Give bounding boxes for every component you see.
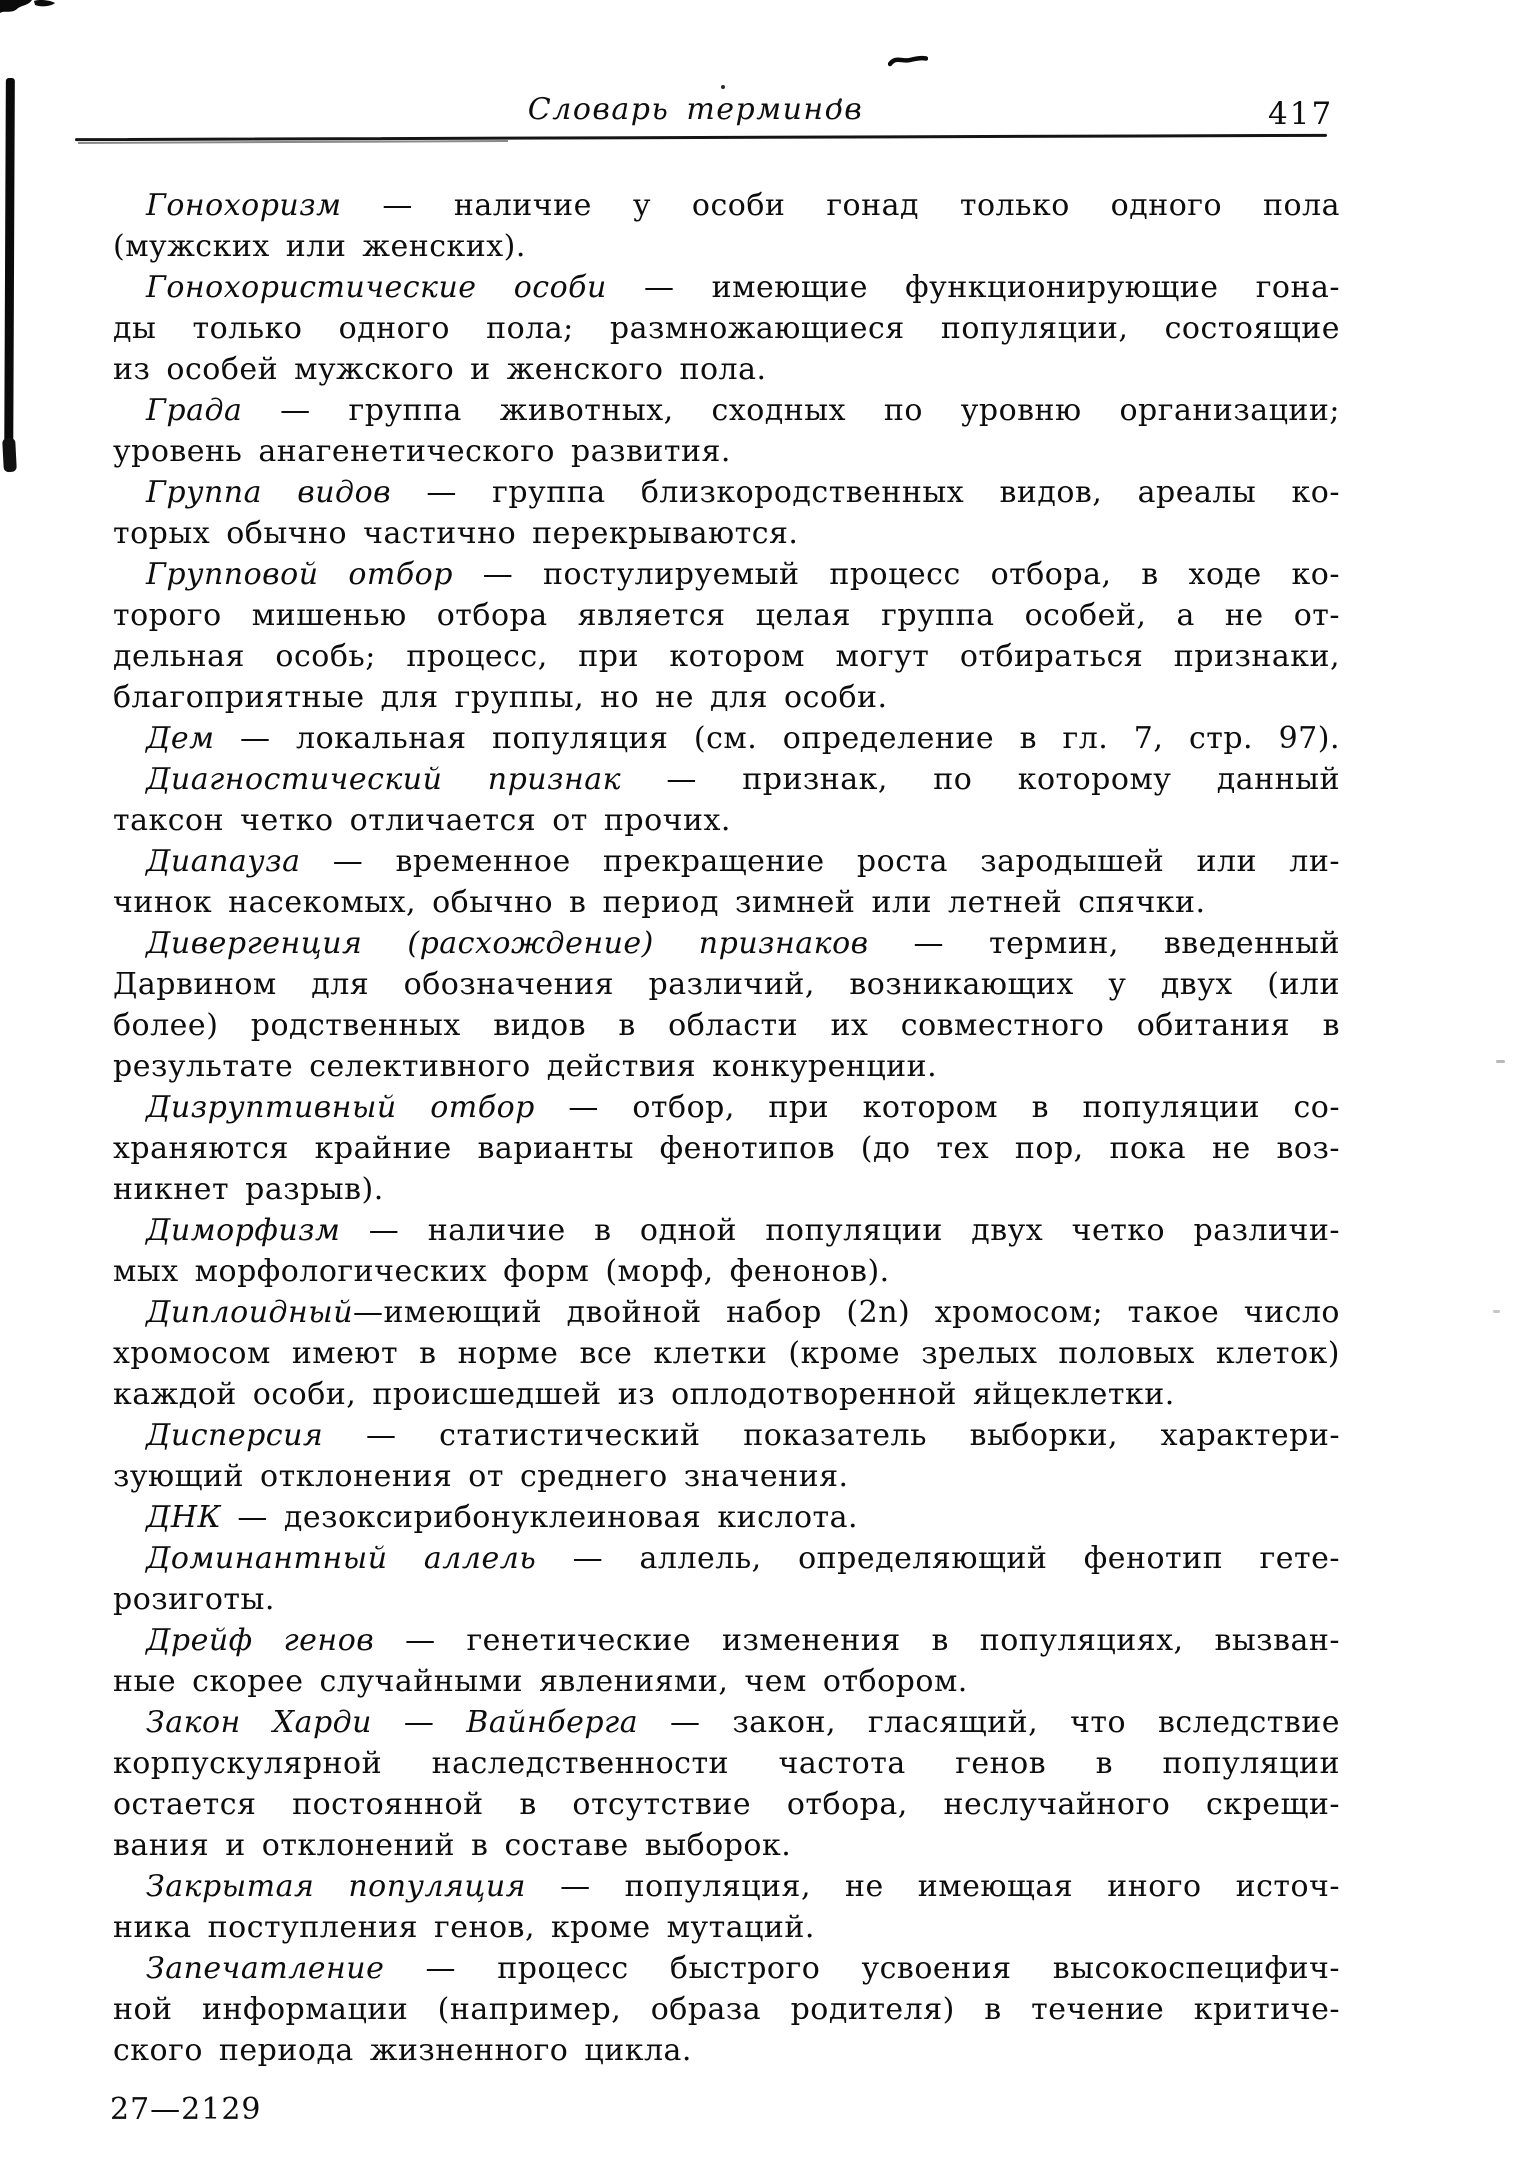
glossary-entry xyxy=(113,759,1340,841)
term: Диморфизм xyxy=(146,1213,341,1248)
glossary-entry xyxy=(113,1210,1340,1292)
term: Группа видов xyxy=(146,475,392,510)
ink-smudge-icon xyxy=(0,0,60,20)
glossary-entry xyxy=(113,718,1340,759)
term: Диапауза xyxy=(146,844,301,879)
text-line: ной информации (например, образа родителя) в течение критиче- xyxy=(113,1992,1340,2027)
text-line: хромосом имеют в норме все клетки (кроме зрелых половых клеток) xyxy=(113,1336,1340,1371)
text-line: более) родственных видов в области их совместного обитания в xyxy=(113,1008,1340,1043)
text-line: розиготы. xyxy=(113,1582,275,1617)
text-line: торых обычно частично перекрываются. xyxy=(113,516,799,551)
term: Дрейф генов xyxy=(146,1623,375,1658)
glossary-entry xyxy=(113,841,1340,923)
stray-dash-icon xyxy=(888,53,928,69)
term: Дисперсия xyxy=(146,1418,324,1453)
text-line: корпускулярной наследственности частота генов в популяции xyxy=(113,1746,1340,1781)
text-line: зующий отклонения от среднего значения. xyxy=(113,1459,849,1494)
term: Диплоидный xyxy=(146,1295,354,1330)
text-line: уровень анагенетического развития. xyxy=(113,434,731,469)
printers-code: 27—2129 xyxy=(110,2092,262,2127)
text-line: храняются крайние варианты фенотипов (до тех пор, пока не воз- xyxy=(113,1131,1340,1166)
text-line: Дивергенция (расхождение) признаков — термин, введенный xyxy=(146,926,1340,961)
term: Диагностический признак xyxy=(146,762,622,797)
glossary-entry xyxy=(113,185,1340,267)
term: Доминантный аллель xyxy=(146,1541,537,1576)
term: Закон Харди — Вайнберга xyxy=(146,1705,639,1740)
edge-speck-icon xyxy=(1496,1060,1505,1063)
term: Запечатление xyxy=(146,1951,385,1986)
text-line: чинок насекомых, обычно в период зимней или летней спячки. xyxy=(113,885,1206,920)
text-line: торого мишенью отбора является целая группа особей, а не от- xyxy=(113,598,1340,633)
text-line: Диапауза — временное прекращение роста зародышей или ли- xyxy=(146,844,1340,879)
header-rule xyxy=(75,134,1327,141)
glossary-entry xyxy=(113,554,1340,718)
text-line: вания и отклонений в составе выборок. xyxy=(113,1828,792,1863)
text-line: Дем — локальная популяция (см. определение в гл. 7, стр. 97). xyxy=(146,721,1340,756)
text-line: Гонохористические особи — имеющие функционирующие гона- xyxy=(146,270,1340,305)
glossary-entry xyxy=(113,390,1340,472)
term: Групповой отбор xyxy=(146,557,453,592)
term: Дем xyxy=(146,721,215,756)
stray-dot-icon xyxy=(721,85,725,89)
glossary-entry xyxy=(113,472,1340,554)
glossary-entries xyxy=(113,185,1340,2071)
margin-ink-bar-flare-icon xyxy=(2,438,17,473)
text-line: результате селективного действия конкуренции. xyxy=(113,1049,938,1084)
term: ДНК xyxy=(146,1500,222,1535)
term: Гонохористические особи xyxy=(146,270,607,305)
text-line: ные скорее случайными явлениями, чем отбором. xyxy=(113,1664,968,1699)
glossary-entry xyxy=(113,1497,1340,1538)
glossary-entry xyxy=(113,267,1340,390)
glossary-entry xyxy=(113,1292,1340,1415)
text-line: ника поступления генов, кроме мутаций. xyxy=(113,1910,815,1945)
text-line: Диагностический признак — признак, по которому данный xyxy=(146,762,1340,797)
margin-ink-bar-icon xyxy=(4,78,15,470)
running-head xyxy=(113,92,1340,127)
glossary-entry xyxy=(113,1415,1340,1497)
glossary-entry xyxy=(113,923,1340,1087)
text-line: ского периода жизненного цикла. xyxy=(113,2033,692,2068)
text-line: Диплоидный—имеющий двойной набор (2n) хромосом; такое число xyxy=(146,1295,1340,1330)
text-line: Дарвином для обозначения различий, возникающих у двух (или xyxy=(113,967,1340,1002)
text-line: Группа видов — группа близкородственных видов, ареалы ко- xyxy=(146,475,1340,510)
text-line: (мужских или женских). xyxy=(113,229,526,264)
text-line: мых морфологических форм (морф, фенонов). xyxy=(113,1254,890,1289)
text-line: Дизруптивный отбор — отбор, при котором в популяции со- xyxy=(146,1090,1340,1125)
text-line: Гонохоризм — наличие у особи гонад только одного пола xyxy=(146,188,1340,223)
text-line: благоприятные для группы, но не для особи. xyxy=(113,680,888,715)
text-line: Доминантный аллель — аллель, определяющий фенотип гете- xyxy=(146,1541,1340,1576)
glossary-entry xyxy=(113,1620,1340,1702)
term: Дивергенция (расхождение) признаков xyxy=(146,926,869,961)
text-line: каждой особи, происшедшей из оплодотворенной яйцеклетки. xyxy=(113,1377,1175,1412)
text-line: таксон четко отличается от прочих. xyxy=(113,803,731,838)
edge-speck-icon xyxy=(1493,1310,1500,1313)
term: Дизруптивный отбор xyxy=(146,1090,535,1125)
glossary-entry xyxy=(113,1538,1340,1620)
text-line: Дисперсия — статистический показатель выборки, характери- xyxy=(146,1418,1340,1453)
text-line: Диморфизм — наличие в одной популяции двух четко различи- xyxy=(146,1213,1340,1248)
glossary-entry xyxy=(113,1948,1340,2071)
text-line: остается постоянной в отсутствие отбора, неслучайного скрещи- xyxy=(113,1787,1340,1822)
glossary-entry xyxy=(113,1866,1340,1948)
text-line: Групповой отбор — постулируемый процесс отбора, в ходе ко- xyxy=(146,557,1340,592)
term: Гонохоризм xyxy=(146,188,342,223)
text-line: Града — группа животных, сходных по уровню организации; xyxy=(146,393,1340,428)
glossary-entry xyxy=(113,1087,1340,1210)
page-title: Словарь терминов xyxy=(527,92,864,127)
text-line: Запечатление — процесс быстрого усвоения высокоспецифич- xyxy=(146,1951,1340,1986)
text-line: из особей мужского и женского пола. xyxy=(113,352,767,387)
text-line: Закон Харди — Вайнберга — закон, гласящий, что вследствие xyxy=(146,1705,1340,1740)
text-line: ды только одного пола; размножающиеся популяции, состоящие xyxy=(113,311,1340,346)
text-line: ДНК — дезоксирибонуклеиновая кислота. xyxy=(146,1500,859,1535)
term: Закрытая популяция xyxy=(146,1869,527,1904)
text-line: дельная особь; процесс, при котором могут отбираться признаки, xyxy=(113,639,1340,674)
text-line: никнет разрыв). xyxy=(113,1172,384,1207)
text-line: Закрытая популяция — популяция, не имеющая иного источ- xyxy=(146,1869,1341,1904)
text-line: Дрейф генов — генетические изменения в популяциях, вызван- xyxy=(146,1623,1340,1658)
term: Града xyxy=(146,393,243,428)
page-number: 417 xyxy=(1268,96,1334,132)
glossary-entry xyxy=(113,1702,1340,1866)
